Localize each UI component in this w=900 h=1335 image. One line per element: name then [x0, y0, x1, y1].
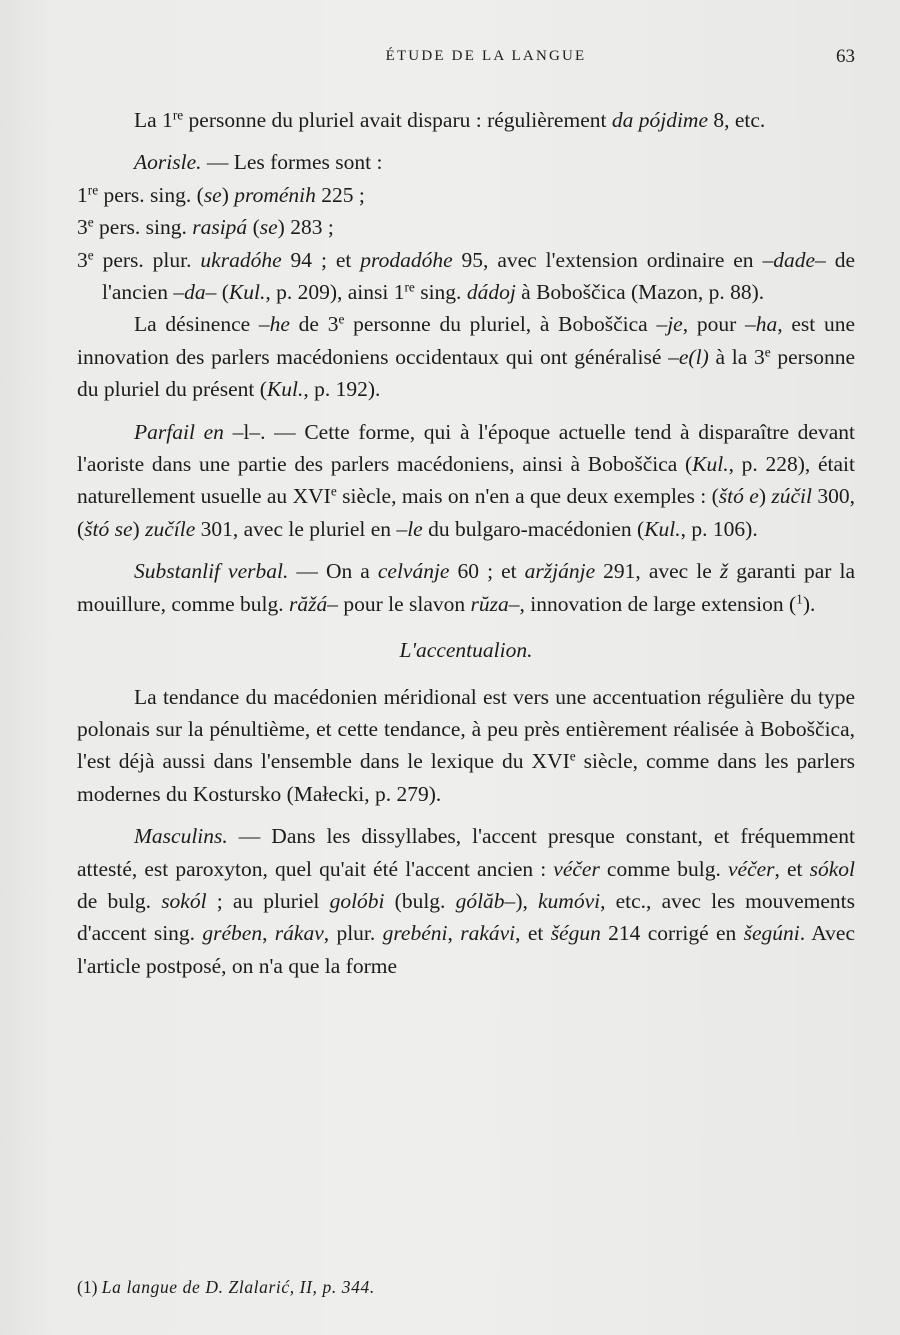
footnote-reference: 1	[796, 591, 803, 607]
paragraph-substantif-verbal: Substanlif verbal. — On a celvánje 60 ; et aržjánje 291, avec le ž garanti par la mouillure, comme bulg. răžá– pour le slavon rŭza–, innovation de large extension ($^1$).	[77, 559, 855, 616]
section-title: L'accentualion.	[399, 638, 533, 663]
paragraph-tendance: La tendance du macédonien méridional est vers une accentuation régulière du type polonais sur la pénultième, et cette tendance, à peu près entièrement réalisée à Boboščica, l'est déjà aussi dans l'ensemble dans le lexique du XVIe siècle, comme dans les parlers modernes du Kostursko (Małecki, p. 279).	[77, 684, 855, 806]
page-body	[77, 104, 855, 982]
paragraph-masculins: Masculins. — Dans les dissyllabes, l'accent presque constant, et fréquemment attesté, est paroxyton, quel qu'ait été l'accent ancien : véčer comme bulg. véčer, et sókol de bulg. sokól ; au pluriel golóbi (bulg. gólăb–), kumóvi, etc., avec les mouvements d'accent sing. grében, rákav, plur. grebéni, rakávi, et šégun 214 corrigé en šegúni. Avec l'article postposé, on n'a que la forme	[77, 824, 856, 978]
footnote	[77, 1274, 855, 1300]
aorist-item-2: 3e pers. sing. rasipá (se) 283 ;	[77, 214, 334, 240]
aorist-item-1: 1re pers. sing. (se) proménih 225 ;	[77, 182, 365, 207]
paragraph-desinence: La désinence –he de 3e personne du pluriel, à Boboščica –je, pour –ha, est une innovation des parlers macédoniens occidentaux qui ont généralisé –e(l) à la 3e personne du pluriel du présent (Kul., p. 192).	[77, 312, 855, 402]
footnote-mark: (1)	[77, 1277, 98, 1297]
aorist-label: Aorisle.	[134, 150, 202, 175]
running-title: ÉTUDE DE LA LANGUE	[385, 48, 587, 64]
page-number: 63	[836, 46, 855, 67]
page-header	[77, 40, 855, 80]
paragraph-first-person-plural: La 1re personne du pluriel avait disparu : régulièrement da pójdime 8, etc.	[134, 107, 766, 132]
paragraph-aorist-heading: Aorisle. — Les formes sont :	[134, 150, 383, 175]
paragraph-parfait: Parfail en –l–. — Cette forme, qui à l'époque actuelle tend à disparaître devant l'aoriste dans une partie des parlers macédoniens, ainsi à Boboščica (Kul., p. 228), était naturellement usuelle au XVIe siècle, mais on n'en a que deux exemples : (štó e) zúčil 300, (štó se) zučíle 301, avec le pluriel en –le du bulgaro-macédonien (Kul., p. 106).	[77, 419, 856, 541]
aorist-item-3: 3e pers. plur. ukradóhe 94 ; et prodadóhe 95, avec l'extension ordinaire en –dade– de l'ancien –da– (Kul., p. 209), ainsi 1re sing. dádoj à Boboščica (Mazon, p. 88).	[77, 247, 855, 305]
footnote-text: La langue de D. Zlalarić, II, p. 344.	[101, 1277, 375, 1297]
